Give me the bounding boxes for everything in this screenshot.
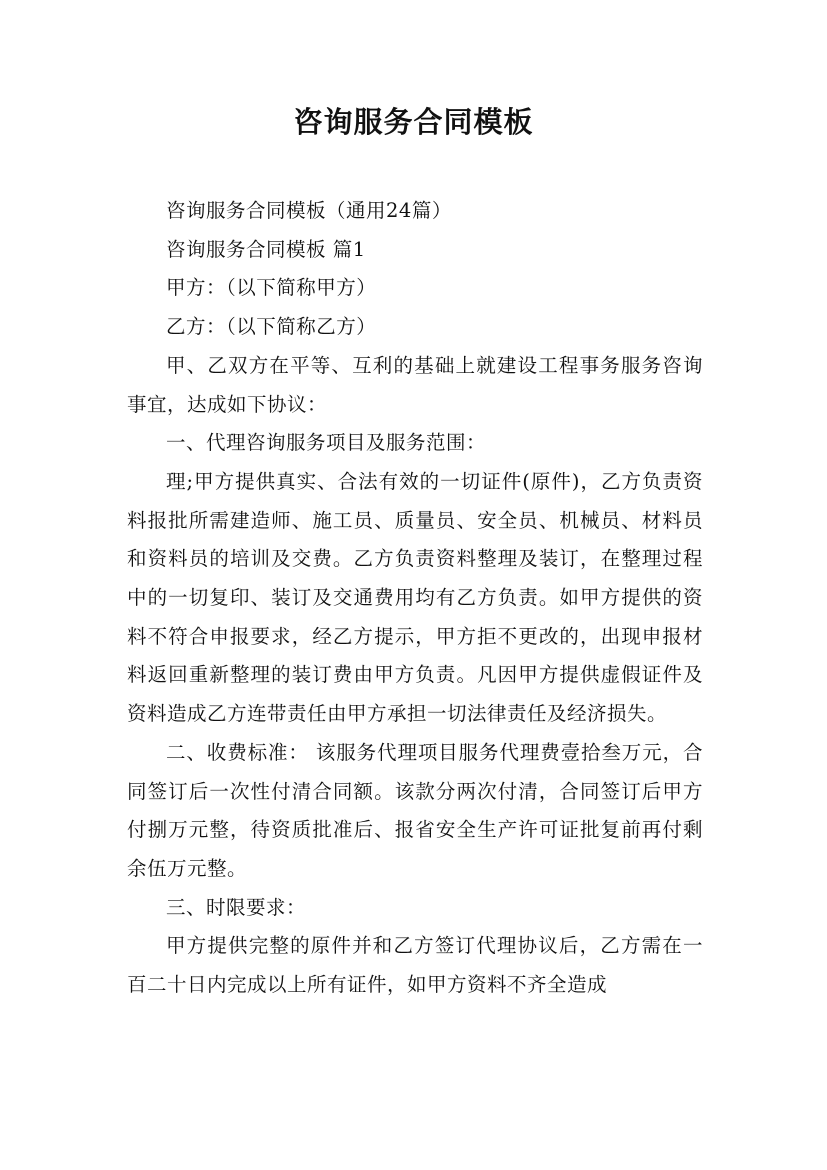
paragraph-section-heading: 咨询服务合同模板 篇1 xyxy=(166,237,366,261)
paragraph-clause-1-body: 理;甲方提供真实、合法有效的一切证件(原件)，乙方负责资料报批所需建造师、施工员、质量员、安全员、机械员、材料员和资料员的培训及交费。乙方负责资料整理及装订，在整理过程中的一切复印、装订及交通费用均有乙方负责。如甲方提供的资料不符合申报要求，经乙方提示，甲方拒不更改的，出现申报材料返回重新整理的装订费由甲方负责。凡因甲方提供虚假证件及资料造成乙方连带责任由甲方承担一切法律责任及经济损失。 xyxy=(127,469,703,726)
paragraph-party-a: 甲方：（以下简称甲方） xyxy=(166,276,377,300)
paragraph-clause-2: 二、收费标准： 该服务代理项目服务代理费壹拾叁万元，合同签订后一次性付清合同额。该款分两次付清，合同签订后甲方付捌万元整，待资质批准后、报省安全生产许可证批复前再付剩余伍万元整。 xyxy=(127,740,703,880)
paragraph-clause-3-body: 甲方提供完整的原件并和乙方签订代理协议后，乙方需在一百二十日内完成以上所有证件，如甲方资料不齐全造成 xyxy=(127,934,703,997)
paragraph-party-b: 乙方：（以下简称乙方） xyxy=(166,315,377,339)
document-body xyxy=(127,192,703,1005)
paragraph-clause-3-heading: 三、时限要求： xyxy=(166,895,307,919)
paragraph-preamble: 甲、乙双方在平等、互利的基础上就建设工程事务服务咨询事宜，达成如下协议： xyxy=(127,353,703,416)
document-title: 咨询服务合同模板 xyxy=(293,105,534,139)
paragraph-subtitle: 咨询服务合同模板（通用24篇） xyxy=(166,199,452,222)
paragraph-clause-1-heading: 一、代理咨询服务项目及服务范围： xyxy=(166,431,487,455)
